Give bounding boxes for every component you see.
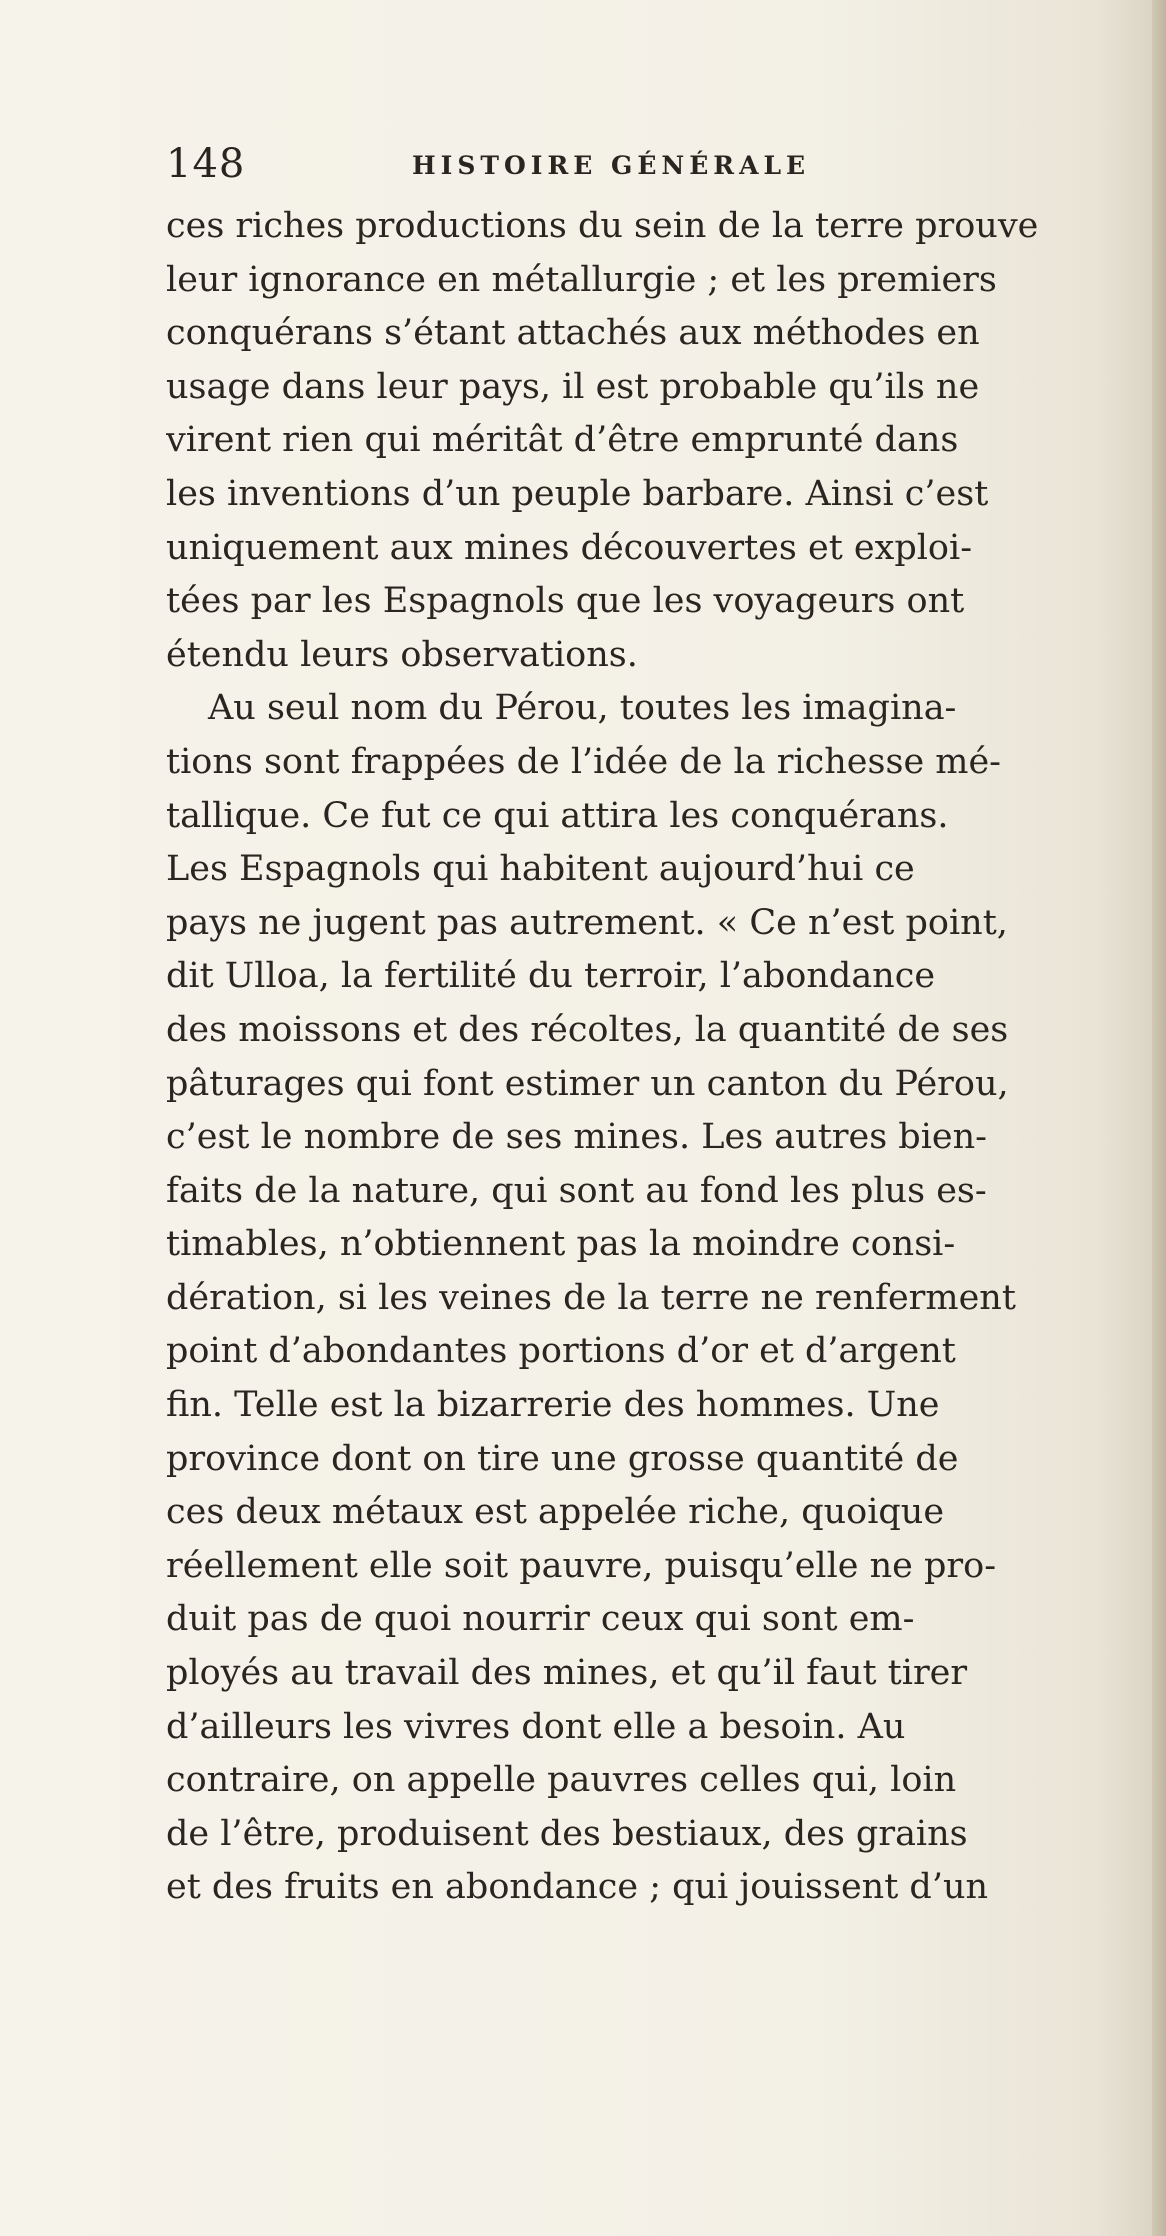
text-line: pays ne jugent pas autrement. « Ce n’est point,: [166, 902, 1008, 943]
text-line: virent rien qui méritât d’être emprunté dans: [166, 420, 959, 461]
text-line: usage dans leur pays, il est probable qu’ils ne: [166, 366, 980, 407]
text-line: conquérans s’étant attachés aux méthodes en: [166, 313, 980, 354]
running-head: HISTOIRE GÉNÉRALE: [412, 151, 811, 180]
text-line: pâturages qui font estimer un canton du Pérou,: [166, 1063, 1009, 1104]
page-number: 148: [166, 141, 246, 187]
text-line: les inventions d’un peuple barbare. Ainsi c’est: [166, 473, 989, 514]
text-line: des moissons et des récoltes, la quantité de ses: [166, 1009, 1009, 1050]
text-line: contraire, on appelle pauvres celles qui, loin: [166, 1760, 957, 1801]
page-spine-shadow: [1152, 0, 1166, 2236]
text-line: c’est le nombre de ses mines. Les autres bien-: [166, 1117, 987, 1158]
text-line: duit pas de quoi nourrir ceux qui sont em-: [166, 1599, 915, 1640]
text-line: tées par les Espagnols que les voyageurs ont: [166, 581, 965, 622]
text-line: et des fruits en abondance ; qui jouissent d’un: [166, 1867, 989, 1908]
text-line: province dont on tire une grosse quantité de: [166, 1438, 959, 1479]
text-line: d’ailleurs les vivres dont elle a besoin. Au: [166, 1706, 906, 1747]
text-line: tions sont frappées de l’idée de la richesse mé-: [166, 741, 1002, 782]
text-line: fin. Telle est la bizarrerie des hommes. Une: [166, 1385, 940, 1426]
text-line: ployés au travail des mines, et qu’il faut tirer: [166, 1653, 968, 1694]
text-line: réellement elle soit pauvre, puisqu’elle ne pro-: [166, 1545, 997, 1586]
text-line: tallique. Ce fut ce qui attira les conquérans.: [166, 795, 949, 836]
text-line: ces riches productions du sein de la terre prouve: [166, 206, 1039, 246]
text-line: étendu leurs observations.: [166, 634, 638, 675]
page-header: [166, 140, 926, 188]
text-line: timables, n’obtiennent pas la moindre consi-: [166, 1224, 956, 1265]
text-line: ces deux métaux est appelée riche, quoique: [166, 1492, 945, 1533]
text-line: dit Ulloa, la fertilité du terroir, l’abondance: [166, 956, 936, 997]
body-text: [166, 200, 1166, 1915]
text-line: dération, si les veines de la terre ne renferment: [166, 1277, 1016, 1318]
text-line: leur ignorance en métallurgie ; et les premiers: [166, 259, 997, 300]
text-line: faits de la nature, qui sont au fond les plus es-: [166, 1170, 987, 1211]
text-line: de l’être, produisent des bestiaux, des grains: [166, 1813, 968, 1854]
text-line: Les Espagnols qui habitent aujourd’hui ce: [166, 849, 915, 890]
text-line: point d’abondantes portions d’or et d’argent: [166, 1331, 956, 1372]
text-line: uniquement aux mines découvertes et exploi-: [166, 527, 973, 568]
text-line-paragraph-start: Au seul nom du Pérou, toutes les imagina-: [208, 688, 957, 729]
